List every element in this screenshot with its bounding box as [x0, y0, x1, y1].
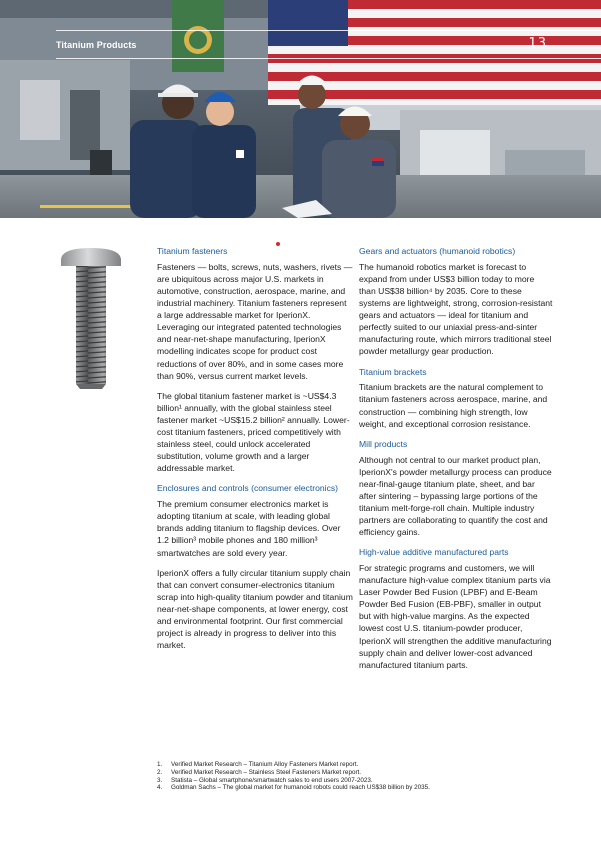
footnote-text: Verified Market Research – Stainless Steel Fasteners Market report. [171, 768, 362, 776]
heading-mill-products: Mill products [359, 438, 408, 449]
paragraph: The global titanium fastener market is ~US$4.3 billion¹ annually, with the global stainless steel fastener market ~US$15.2 billion² annually. Lower-cost titanium fasteners, priced competitively with stainless steel, could unlock accelerated substitution, volume growth and a larger addressable market. [157, 390, 350, 474]
footnote [157, 784, 557, 792]
header-rule-bottom [56, 58, 601, 59]
footnote [157, 769, 557, 777]
heading-gears-actuators: Gears and actuators (humanoid robotics) [359, 246, 516, 256]
worker-1 [130, 85, 202, 219]
heading-enclosures-controls: Enclosures and controls (consumer electronics) [157, 483, 339, 494]
column-right [359, 246, 553, 680]
paragraph: Titanium brackets are the natural complement to titanium fasteners across aerospace, marine, and construction — combining high strength, low weight, and exceptional corrosion resistance. [359, 382, 548, 429]
footnote-number: 2. [157, 768, 163, 776]
heading-titanium-brackets: Titanium brackets [359, 366, 427, 377]
paragraph: The humanoid robotics market is forecast to expand from under US$3 billion today to more than US$38 billion⁴ by 2035. Core to these systems are lightweight, strong, corrosion-resistant gears and actuators — ideal for titanium and perfectly suited to our uniaxial press-and-sinter manufacturing route, which mirrors traditional steel powder metallurgy gear production. [359, 261, 553, 357]
footnote-text: Verified Market Research – Titanium Alloy Fasteners Market report. [171, 761, 359, 768]
footnote-text: Goldman Sachs – The global market for humanoid robots could reach US$38 billion by 2035. [171, 784, 430, 792]
paragraph: Although not central to our market product plan, IperionX's powder metallurgy process can produce near-final-gauge titanium plate, sheet, and bar after sintering – bypassing large portions of the titanium melt-forge-roll chain. Multiple industry partners are collaborating to quantify the cost and efficiency gains. [359, 454, 552, 538]
paragraph: IperionX offers a fully circular titanium supply chain that can convert consumer-electronics titanium scrap into high-quality titanium powder and titanium near-net-shape components, at lower energy, cost and environmental footprint. Our first commercial project is already in progress to deliver into this market. [157, 567, 353, 651]
footnote-text: Statista – Global smartphone/smartwatch sales to end users 2007-2023. [171, 776, 373, 784]
section-title: Titanium Products [56, 40, 137, 50]
section-enclosures-controls [157, 483, 353, 651]
paragraph: For strategic programs and customers, we will manufacture high-value complex titanium parts via Laser Powder Bed Fusion (LPBF) and E-Beam Powder Bed Fusion (EB-PBF), smaller in output but with high-value margins. As the expected lowest cost U.S. titanium-powder producer, IperionX will strengthen the additive manufacturing supply chain and deliver lower-cost advanced manufactured titanium parts. [359, 562, 552, 670]
section-mill-products [359, 439, 553, 538]
section-additive-manufacturing [359, 547, 553, 671]
titanium-bolt-image [58, 244, 124, 390]
footnote-number: 4. [157, 784, 163, 792]
column-middle [157, 246, 353, 660]
footnote-number: 1. [157, 761, 163, 768]
section-gears-actuators [359, 246, 553, 358]
heading-additive-manufacturing: High-value additive manufactured parts [359, 547, 509, 558]
worker-2 [192, 92, 256, 218]
hero-image [0, 0, 601, 218]
footnotes [157, 761, 557, 792]
section-titanium-fasteners [157, 246, 353, 474]
header-rule-top [56, 30, 601, 31]
footnote [157, 777, 557, 785]
footnote [157, 761, 557, 769]
paragraph: Fasteners — bolts, screws, nuts, washers, rivets — are ubiquitous across major U.S. markets in automotive, construction, aerospace, marine, and industrial machinery. Titanium fasteners represent a large addressable market for IperionX. Leveraging our integrated patented technologies and near-net-shape manufacturing, IperionX modelling indicates scope for product cost reductions of over 80%, and in some cases more than 90%, versus current market levels. [157, 261, 353, 381]
paragraph: The premium consumer electronics market is adopting titanium at scale, with leading global brands adding titanium to flagship devices. Over 1.2 billion³ mobile phones and 180 million³ smartwatches are sold every year. [157, 499, 341, 558]
factory-workers-photo [0, 0, 601, 218]
heading-titanium-fasteners: Titanium fasteners [157, 246, 228, 256]
footnote-number: 3. [157, 776, 163, 784]
page-number: 13 [528, 36, 547, 51]
section-titanium-brackets [359, 367, 553, 430]
